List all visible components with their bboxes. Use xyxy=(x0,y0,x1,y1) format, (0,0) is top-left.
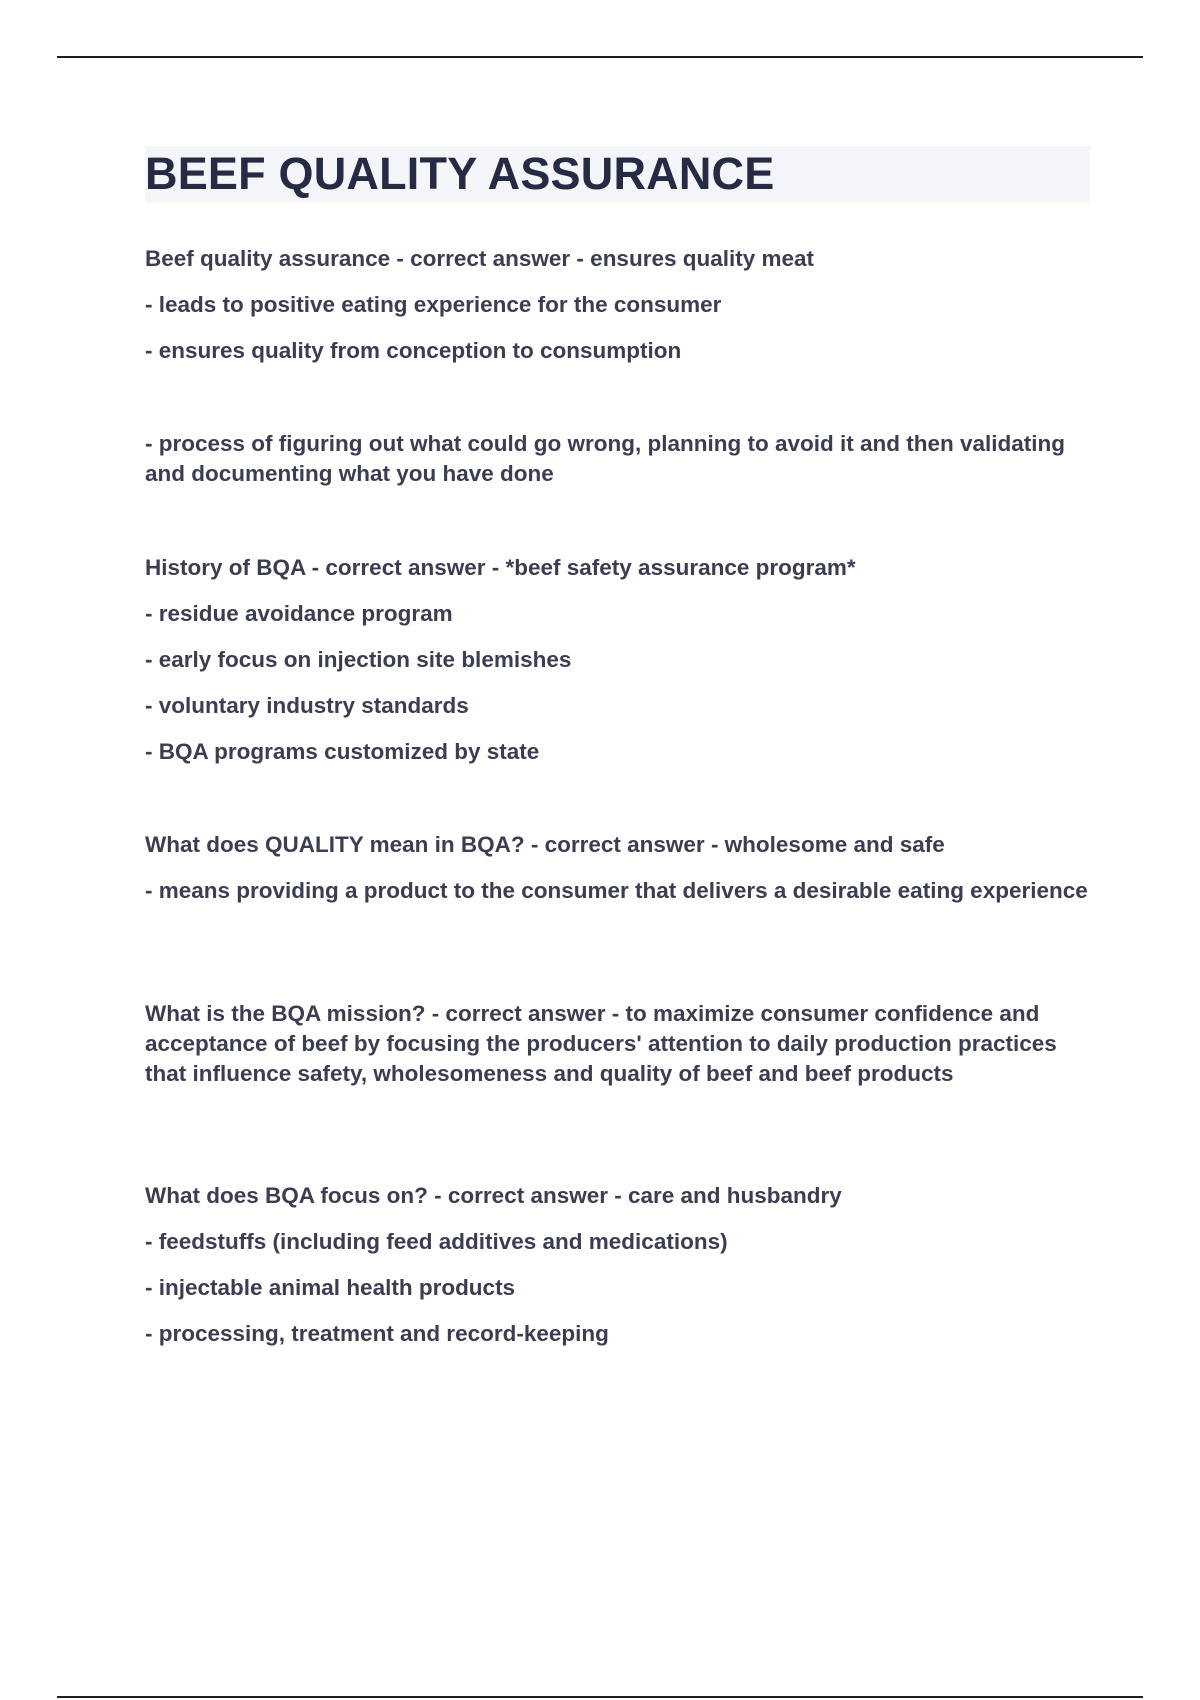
qa-entry xyxy=(145,999,1090,1105)
entry-detail-line: - ensures quality from conception to consumption xyxy=(145,338,682,363)
entry-detail-line: - means providing a product to the consumer that delivers a desirable eating experience xyxy=(145,878,1088,903)
qa-entry xyxy=(145,830,1090,922)
entry-detail-line: - feedstuffs (including feed additives and medications) xyxy=(145,1229,728,1254)
entry-question-line: What is the BQA mission? - correct answer - to maximize consumer confidence and acceptance of beef by focusing the producers' attention to daily production practices that influence safety, wholesomeness and quality of beef and beef products xyxy=(145,1001,1057,1086)
title-band xyxy=(145,146,1090,202)
entry-question-line: What does BQA focus on? - correct answer - care and husbandry xyxy=(145,1183,842,1208)
entry-detail-line: - leads to positive eating experience for the consumer xyxy=(145,292,722,317)
top-rule xyxy=(57,56,1143,58)
qa-entry xyxy=(145,1181,1090,1365)
entry-question-line: Beef quality assurance - correct answer - ensures quality meat xyxy=(145,246,815,271)
bottom-rule xyxy=(57,1696,1143,1698)
entry-detail-line: - processing, treatment and record-keeping xyxy=(145,1321,609,1346)
entry-detail-line: - injectable animal health products xyxy=(145,1275,516,1300)
entry-question-line: - process of figuring out what could go wrong, planning to avoid it and then validating and documenting what you have done xyxy=(145,431,1065,486)
qa-entry xyxy=(145,244,1090,382)
entry-detail-line: - residue avoidance program xyxy=(145,601,453,626)
entry-detail-line: - early focus on injection site blemishes xyxy=(145,647,572,672)
entry-detail-line: - BQA programs customized by state xyxy=(145,739,540,764)
qa-entry xyxy=(145,429,1090,505)
page-content xyxy=(145,146,1090,1346)
qa-entry xyxy=(145,553,1090,783)
entry-question-line: History of BQA - correct answer - *beef safety assurance program* xyxy=(145,555,856,580)
entry-detail-line: - voluntary industry standards xyxy=(145,693,469,718)
page-title: BEEF QUALITY ASSURANCE xyxy=(145,148,775,199)
entry-question-line: What does QUALITY mean in BQA? - correct answer - wholesome and safe xyxy=(145,832,945,857)
